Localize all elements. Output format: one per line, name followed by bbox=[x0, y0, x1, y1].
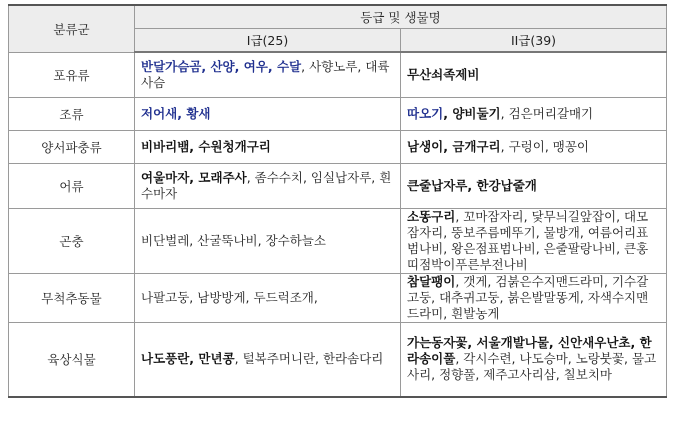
species-text: 참달팽이 bbox=[407, 273, 456, 289]
category-cell: 무척추동물 bbox=[9, 273, 135, 322]
grade1-species-cell bbox=[135, 52, 401, 97]
category-cell: 양서파충류 bbox=[9, 130, 135, 163]
grade1-species-cell bbox=[135, 163, 401, 208]
species-text: , 꼬마잠자리, 닻무늬길앞잡이, 대모잠자리, 뚱보주름메뚜기, 물방개, 여름어리표범나비, 왕은점표범나비, 은줄팔랑나비, 큰홍띠점박이푸른부전나비 bbox=[407, 208, 649, 272]
species-text: , 검은머리갈매기 bbox=[500, 105, 594, 121]
grade2-species-cell bbox=[401, 273, 667, 322]
species-text: 비바리뱀, 수원청개구리 bbox=[141, 138, 271, 154]
grade1-species-cell bbox=[135, 322, 401, 397]
grade1-species-cell bbox=[135, 97, 401, 130]
table-row bbox=[9, 97, 667, 130]
grade2-species-cell bbox=[401, 208, 667, 273]
grade1-species-cell bbox=[135, 208, 401, 273]
grade2-species-cell bbox=[401, 163, 667, 208]
category-cell: 포유류 bbox=[9, 52, 135, 97]
species-text: 가는동자꽃, 서울개발나물, 신안새우난초, 한라송이풀 bbox=[407, 335, 652, 367]
species-text: , 양비둘기 bbox=[443, 105, 501, 121]
species-text: , 사향노루, 대륙사슴 bbox=[141, 58, 390, 90]
table-body bbox=[9, 52, 667, 397]
table-row bbox=[9, 52, 667, 97]
category-cell: 육상식물 bbox=[9, 322, 135, 397]
species-text: 여울마자, 모래주사 bbox=[141, 169, 247, 185]
species-text: 무산쇠족제비 bbox=[407, 66, 480, 82]
table-row bbox=[9, 273, 667, 322]
grade2-species-cell bbox=[401, 322, 667, 397]
species-text: 저어새, 황새 bbox=[141, 105, 211, 121]
species-text: 남생이, 금개구리 bbox=[407, 138, 501, 154]
species-text: , 갯게, 검붉은수지맨드라미, 기수갈고둥, 대추귀고둥, 붉은발말똥게, 자색수지맨드라미, 흰발농게 bbox=[407, 273, 649, 321]
species-text: 반달가슴곰, 산양, 여우, 수달 bbox=[141, 58, 302, 74]
endangered-species-table bbox=[8, 4, 667, 398]
category-cell: 조류 bbox=[9, 97, 135, 130]
grade2-species-cell bbox=[401, 97, 667, 130]
species-text: 나도풍란, 만년콩 bbox=[141, 351, 235, 367]
grade1-species-cell bbox=[135, 273, 401, 322]
species-text: , 털복주머니란, 한라솜다리 bbox=[234, 351, 384, 367]
species-text: 나팔고둥, 남방방게, 두드럭조개, bbox=[141, 289, 318, 305]
grade2-species-cell bbox=[401, 130, 667, 163]
header-category: 분류군 bbox=[9, 5, 135, 52]
grade1-species-cell bbox=[135, 130, 401, 163]
species-text: 따오기 bbox=[407, 105, 444, 121]
species-text: , 구렁이, 맹꽁이 bbox=[500, 138, 589, 154]
species-text: 비단벌레, 산굴뚝나비, 장수하늘소 bbox=[141, 232, 326, 248]
species-text: 소똥구리 bbox=[407, 208, 456, 224]
species-text: 큰줄납자루, 한강납줄개 bbox=[407, 177, 537, 193]
species-text: , 좀수수치, 임실납자루, 흰수마자 bbox=[141, 169, 392, 201]
grade2-species-cell bbox=[401, 52, 667, 97]
table-row bbox=[9, 130, 667, 163]
header-grade-and-species: 등급 및 생물명 bbox=[135, 5, 667, 29]
category-cell: 어류 bbox=[9, 163, 135, 208]
table-row bbox=[9, 208, 667, 273]
table-row bbox=[9, 163, 667, 208]
species-text: , 각시수련, 나도승마, 노랑붓꽃, 물고사리, 정향풀, 제주고사리삼, 칠보치마 bbox=[407, 351, 657, 383]
table-row bbox=[9, 322, 667, 397]
header-grade2: II급(39) bbox=[401, 29, 667, 53]
header-grade1: I급(25) bbox=[135, 29, 401, 53]
category-cell: 곤충 bbox=[9, 208, 135, 273]
